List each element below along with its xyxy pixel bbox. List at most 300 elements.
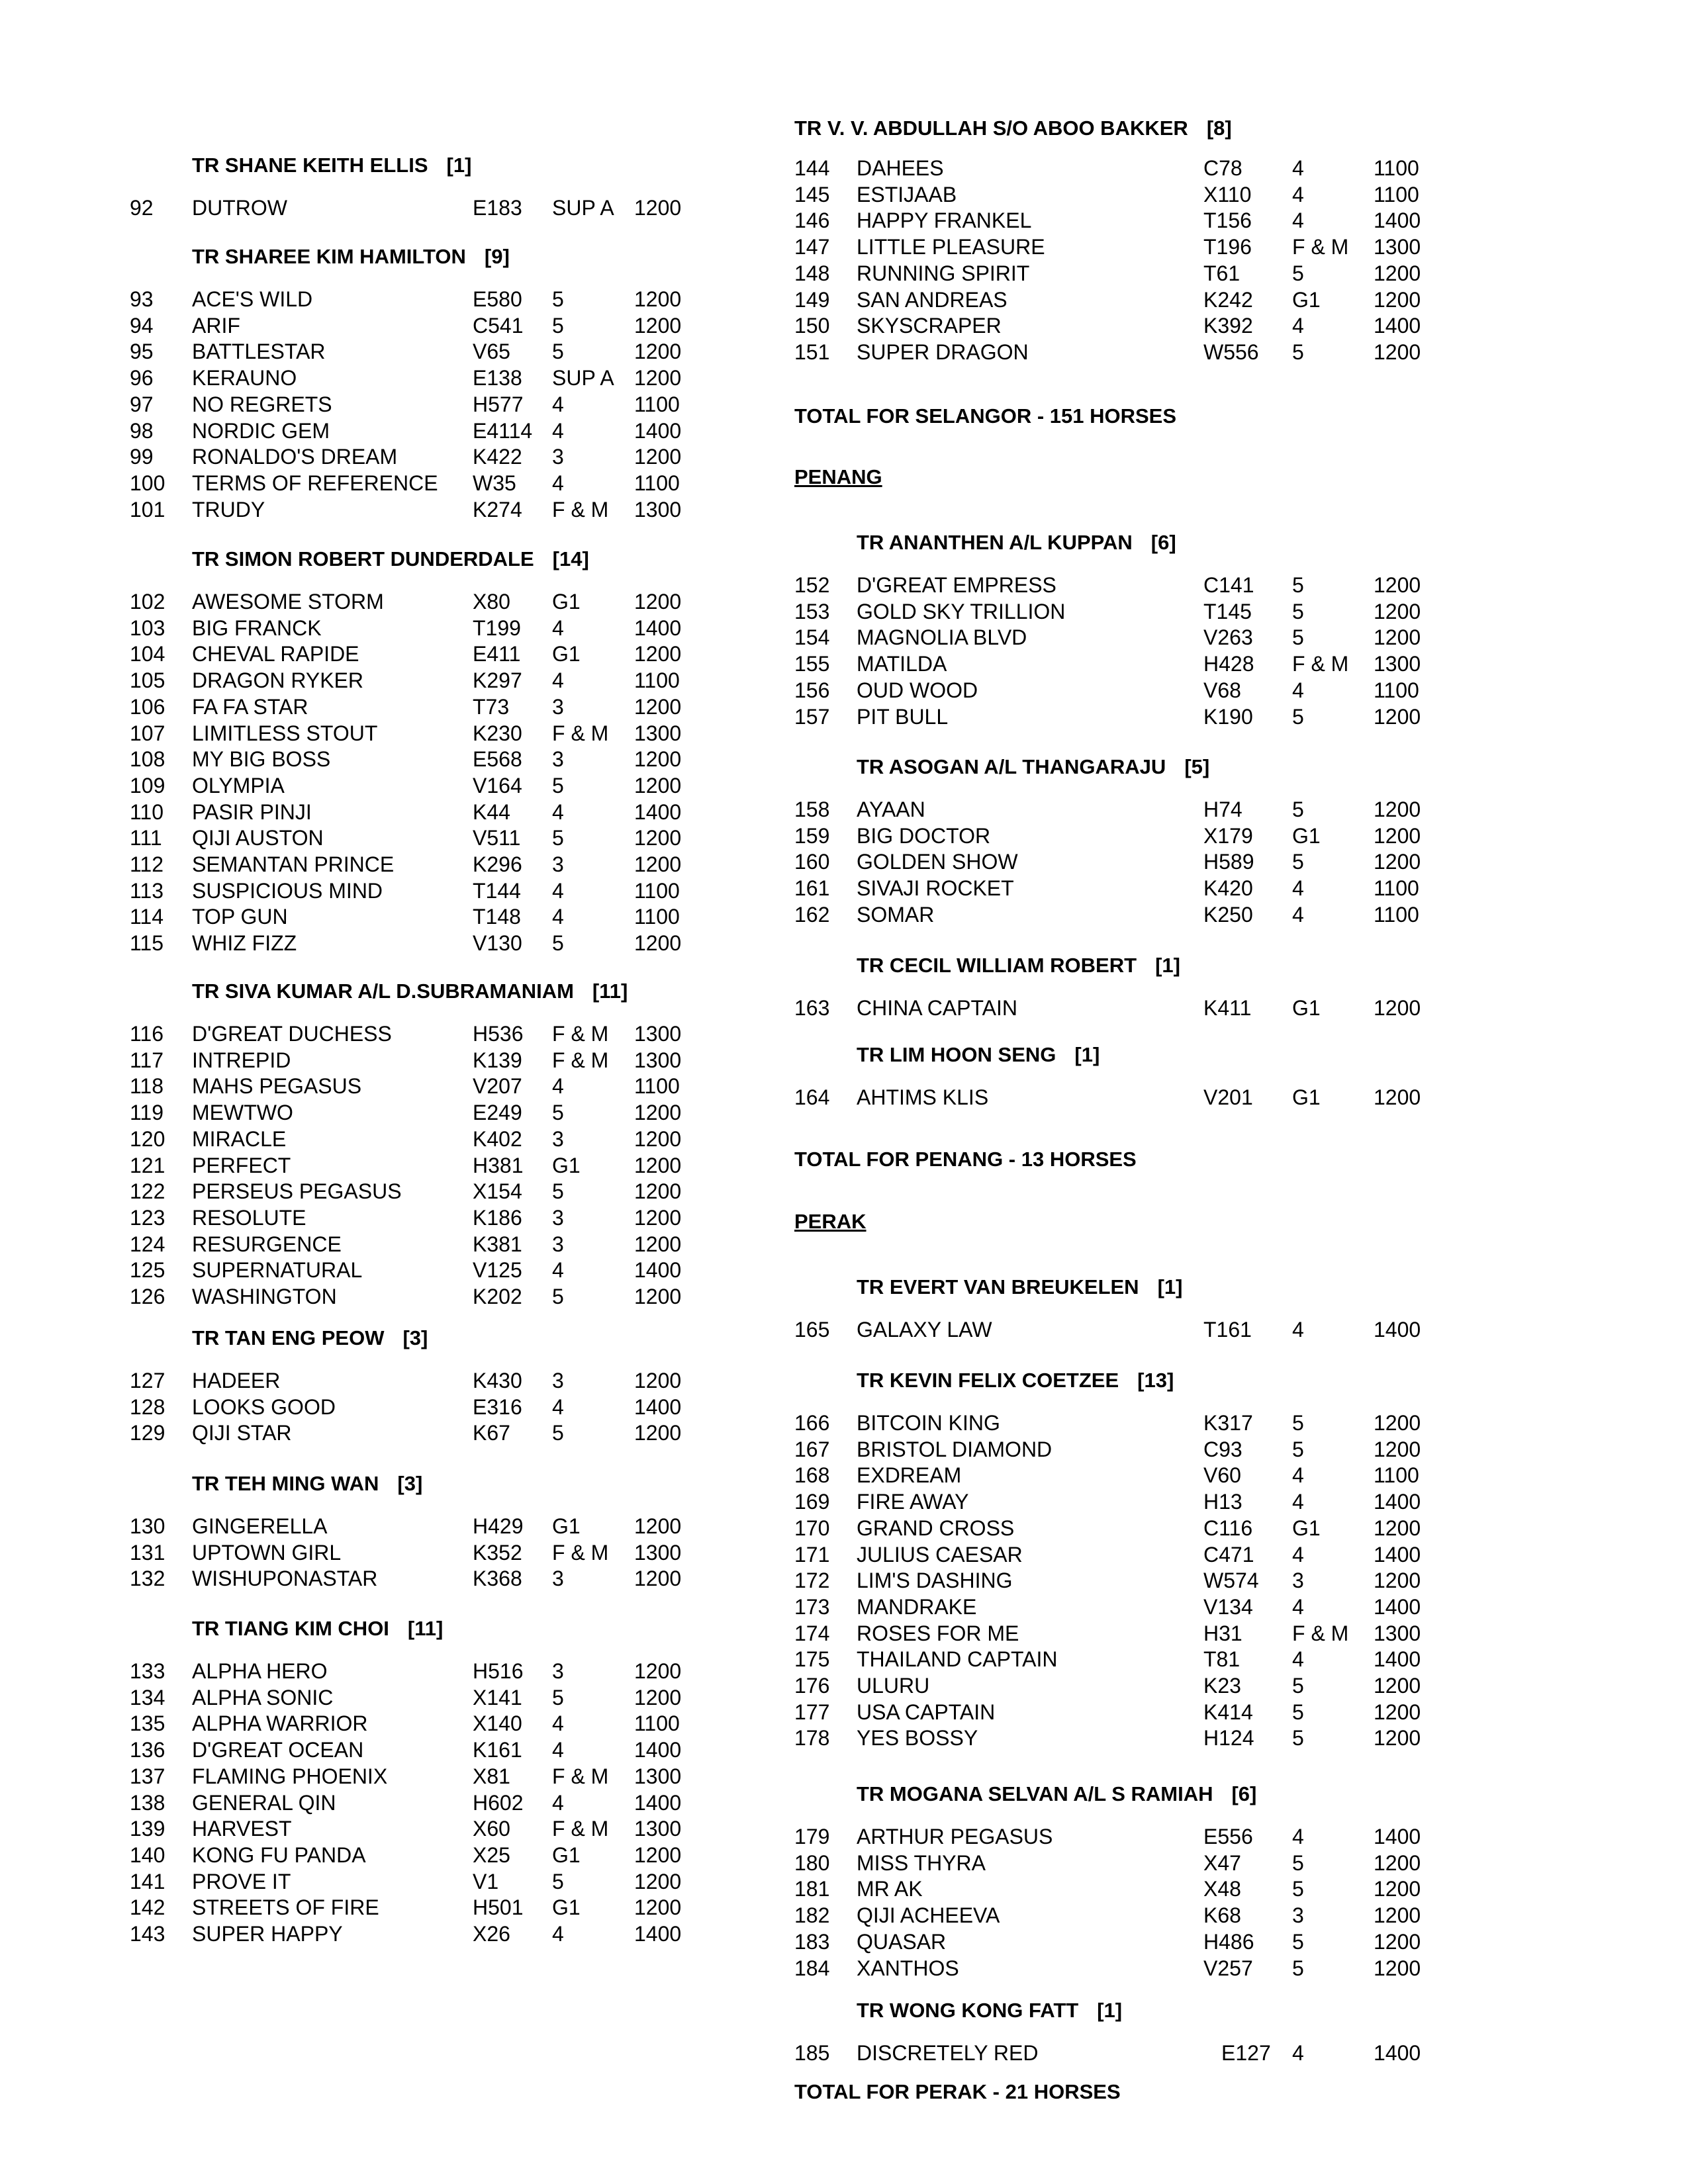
horse-distance: 1400 — [634, 1394, 682, 1419]
horse-class: F & M — [552, 1764, 609, 1788]
horse-number: 151 — [794, 340, 830, 364]
horse-code: W35 — [473, 471, 516, 495]
horse-class: G1 — [552, 1514, 581, 1538]
horse-name: MISS THYRA — [857, 1850, 986, 1875]
horse-number: 115 — [130, 931, 164, 956]
horse-class: 4 — [552, 392, 564, 416]
horse-number: 116 — [130, 1022, 164, 1046]
horse-number: 118 — [130, 1074, 164, 1099]
horse-number: 107 — [130, 721, 165, 745]
horse-number: 130 — [130, 1514, 165, 1538]
horse-code: H74 — [1203, 797, 1243, 821]
horse-class: 4 — [1292, 876, 1304, 901]
horse-distance: 1400 — [1374, 1825, 1421, 1848]
horse-number: 141 — [130, 1869, 165, 1893]
horse-name: SUSPICIOUS MIND — [192, 878, 383, 903]
horse-code: K67 — [473, 1421, 510, 1445]
horse-class: G1 — [552, 1895, 581, 1920]
horse-distance: 1400 — [1374, 1318, 1421, 1342]
horse-distance: 1200 — [634, 340, 682, 364]
horse-name: ROSES FOR ME — [857, 1621, 1019, 1645]
horse-number: 165 — [794, 1318, 830, 1342]
horse-distance: 1200 — [634, 931, 682, 956]
horse-number: 162 — [794, 902, 830, 927]
horse-number: 133 — [130, 1659, 165, 1683]
horse-code: T144 — [473, 878, 521, 903]
horse-distance: 1200 — [1374, 996, 1421, 1020]
horse-code: C471 — [1203, 1542, 1254, 1567]
horse-code: T145 — [1203, 599, 1252, 623]
horse-distance: 1400 — [1374, 1594, 1421, 1619]
trainer-heading — [857, 1782, 1256, 1806]
horse-code: V201 — [1203, 1085, 1253, 1109]
horse-code: V130 — [473, 931, 522, 956]
horse-name: XANTHOS — [857, 1956, 959, 1980]
horse-name: OLYMPIA — [192, 773, 285, 797]
trainer-name: TR ASOGAN A/L THANGARAJU — [857, 755, 1166, 778]
horse-distance: 1200 — [634, 852, 682, 876]
horse-number: 123 — [130, 1205, 165, 1230]
horse-number: 183 — [794, 1929, 830, 1954]
horse-class: F & M — [552, 721, 609, 745]
horse-number: 140 — [130, 1843, 165, 1867]
horse-class: 5 — [552, 826, 564, 850]
horse-number: 168 — [794, 1463, 830, 1488]
horse-code: C93 — [1203, 1437, 1243, 1461]
horse-distance: 1100 — [634, 905, 680, 929]
horse-number: 180 — [794, 1850, 830, 1875]
horse-code: V134 — [1203, 1594, 1253, 1619]
horse-number: 131 — [130, 1540, 165, 1565]
horse-code: X25 — [473, 1843, 510, 1867]
horse-number: 158 — [794, 797, 830, 821]
trainer-horse-count: [3] — [397, 1472, 423, 1495]
horse-distance: 1400 — [1374, 1490, 1421, 1514]
horse-code: H486 — [1203, 1929, 1254, 1954]
horse-name: MAHS PEGASUS — [192, 1074, 362, 1099]
horse-number: 139 — [130, 1817, 165, 1841]
region-perak: PERAK — [794, 1210, 867, 1233]
horse-name: GOLDEN SHOW — [857, 850, 1018, 874]
horse-code: K422 — [473, 445, 522, 469]
horse-class: 5 — [552, 773, 564, 797]
horse-name: NO REGRETS — [192, 392, 332, 416]
horse-name: LIM'S DASHING — [857, 1569, 1013, 1593]
horse-number: 164 — [794, 1085, 830, 1109]
horse-distance: 1400 — [1374, 1647, 1421, 1672]
trainer-name: TR SHANE KEITH ELLIS — [192, 154, 428, 177]
horse-class: 5 — [1292, 1726, 1304, 1751]
horse-name: WHIZ FIZZ — [192, 931, 297, 956]
horse-distance: 1200 — [1374, 1411, 1421, 1435]
horse-distance: 1200 — [1374, 1903, 1421, 1928]
horse-name: SIVAJI ROCKET — [857, 876, 1014, 901]
trainer-heading — [192, 1617, 443, 1641]
horse-class: SUP A — [552, 366, 614, 390]
horse-name: WASHINGTON — [192, 1285, 337, 1308]
horse-distance: 1200 — [634, 642, 682, 666]
horse-code: K242 — [1203, 287, 1253, 312]
horse-name: QIJI AUSTON — [192, 826, 324, 850]
horse-number: 175 — [794, 1647, 830, 1672]
horse-class: 5 — [1292, 599, 1304, 623]
horse-number: 119 — [130, 1101, 164, 1125]
horse-distance: 1200 — [634, 1659, 682, 1683]
horse-class: 5 — [1292, 573, 1304, 597]
horse-name: ULURU — [857, 1674, 930, 1698]
horse-distance: 1300 — [634, 1817, 682, 1841]
horse-number: 157 — [794, 704, 830, 729]
horse-number: 97 — [130, 392, 154, 416]
horse-number: 94 — [130, 313, 154, 338]
horse-distance: 1200 — [634, 1895, 682, 1920]
trainer-horse-count: [14] — [552, 547, 589, 570]
horse-class: SUP A — [552, 196, 614, 220]
horse-class: 5 — [552, 313, 564, 338]
horse-code: H428 — [1203, 652, 1254, 676]
horse-distance: 1200 — [634, 1567, 682, 1591]
horse-distance: 1300 — [634, 1048, 682, 1072]
horse-code: K414 — [1203, 1700, 1253, 1724]
horse-name: DUTROW — [192, 196, 287, 220]
horse-number: 159 — [794, 823, 830, 848]
trainer-horse-count: [11] — [592, 979, 628, 1003]
horse-class: 5 — [1292, 261, 1304, 285]
horse-class: 5 — [1292, 1674, 1304, 1698]
horse-class: 3 — [552, 747, 564, 772]
horse-code: V257 — [1203, 1956, 1253, 1980]
horse-distance: 1400 — [1374, 314, 1421, 338]
horse-code: V164 — [473, 773, 522, 797]
horse-distance: 1400 — [634, 1922, 682, 1946]
horse-code: W574 — [1203, 1569, 1259, 1593]
horse-code: T156 — [1203, 208, 1252, 233]
trainer-name: TR MOGANA SELVAN A/L S RAMIAH — [857, 1782, 1213, 1805]
horse-name: ALPHA SONIC — [192, 1685, 334, 1709]
horse-number: 178 — [794, 1726, 830, 1751]
horse-distance: 1100 — [1374, 902, 1419, 927]
horse-distance: 1200 — [1374, 287, 1421, 312]
horse-distance: 1200 — [1374, 704, 1421, 729]
horse-class: F & M — [1292, 235, 1349, 259]
horse-class: 3 — [552, 1567, 564, 1591]
horse-code: T81 — [1203, 1647, 1241, 1672]
horse-name: USA CAPTAIN — [857, 1700, 996, 1724]
horse-distance: 1200 — [1374, 823, 1421, 848]
horse-number: 135 — [130, 1711, 165, 1736]
horse-name: AHTIMS KLIS — [857, 1085, 989, 1109]
horse-code: H536 — [473, 1022, 524, 1046]
horse-number: 104 — [130, 642, 165, 666]
horse-number: 177 — [794, 1700, 830, 1724]
horse-name: JULIUS CAESAR — [857, 1542, 1023, 1567]
horse-distance: 1300 — [1374, 1621, 1421, 1645]
horse-name: MEWTWO — [192, 1101, 293, 1125]
horse-number: 111 — [130, 826, 162, 850]
trainer-name: TR KEVIN FELIX COETZEE — [857, 1369, 1119, 1392]
horse-code: X140 — [473, 1711, 522, 1736]
horse-distance: 1200 — [1374, 1437, 1421, 1461]
horse-distance: 1300 — [634, 1022, 682, 1046]
horse-name: ALPHA HERO — [192, 1659, 328, 1683]
horse-distance: 1400 — [634, 1738, 682, 1762]
horse-name: EXDREAM — [857, 1463, 962, 1488]
trainer-heading — [857, 954, 1180, 978]
horse-distance: 1200 — [634, 1153, 682, 1177]
horse-distance: 1200 — [634, 590, 682, 614]
horse-class: 5 — [552, 1179, 564, 1204]
horse-name: ACE'S WILD — [192, 287, 313, 311]
horse-number: 95 — [130, 340, 154, 364]
horse-distance: 1200 — [1374, 1726, 1421, 1751]
horse-distance: 1200 — [634, 694, 682, 719]
horse-code: K297 — [473, 668, 522, 693]
trainer-horse-count: [1] — [446, 154, 472, 177]
horse-code: E183 — [473, 196, 522, 220]
horse-class: 3 — [1292, 1569, 1304, 1593]
horse-name: HARVEST — [192, 1817, 292, 1841]
horse-name: TRUDY — [192, 497, 265, 522]
horse-distance: 1300 — [634, 1764, 682, 1788]
horse-class: 3 — [552, 1232, 564, 1256]
horse-code: K230 — [473, 721, 522, 745]
horse-number: 171 — [794, 1542, 830, 1567]
horse-class: F & M — [1292, 652, 1349, 676]
horse-number: 125 — [130, 1258, 165, 1283]
horse-name: QUASAR — [857, 1929, 947, 1954]
horse-name: ESTIJAAB — [857, 182, 957, 206]
horse-class: 4 — [1292, 1594, 1304, 1619]
horse-code: X110 — [1203, 182, 1252, 206]
horse-distance: 1200 — [634, 1421, 682, 1445]
horse-code: K186 — [473, 1205, 522, 1230]
horse-code: E4114 — [473, 418, 533, 443]
region-penang: PENANG — [794, 465, 882, 488]
horse-number: 120 — [130, 1126, 165, 1151]
trainer-heading — [192, 1326, 428, 1350]
horse-name: MANDRAKE — [857, 1594, 977, 1619]
horse-number: 170 — [794, 1516, 830, 1540]
horse-code: H429 — [473, 1514, 524, 1538]
horse-name: SEMANTAN PRINCE — [192, 852, 395, 876]
horse-distance: 1100 — [1374, 1463, 1419, 1488]
horse-number: 112 — [130, 852, 164, 876]
horse-distance: 1100 — [634, 392, 680, 416]
horse-class: 3 — [552, 1126, 564, 1151]
horse-class: 5 — [552, 1421, 564, 1445]
horse-name: DRAGON RYKER — [192, 668, 364, 693]
horse-name: SAN ANDREAS — [857, 287, 1008, 312]
horse-class: 5 — [1292, 1411, 1304, 1435]
horse-code: K190 — [1203, 704, 1253, 729]
horse-name: UPTOWN GIRL — [192, 1540, 342, 1565]
horse-class: 5 — [1292, 1877, 1304, 1901]
horse-number: 185 — [794, 2041, 830, 2065]
horse-distance: 1200 — [1374, 1877, 1421, 1901]
horse-distance: 1400 — [634, 615, 682, 640]
horse-name: DAHEES — [857, 156, 944, 180]
horse-name: LOOKS GOOD — [192, 1394, 336, 1419]
horse-class: 4 — [1292, 182, 1304, 206]
horse-distance: 1200 — [634, 1685, 682, 1709]
horse-name: ARTHUR PEGASUS — [857, 1825, 1053, 1848]
horse-number: 166 — [794, 1411, 830, 1435]
horse-code: E138 — [473, 366, 522, 390]
trainer-heading — [192, 245, 510, 269]
horse-number: 153 — [794, 599, 830, 623]
horse-code: K161 — [473, 1738, 522, 1762]
total-penang: TOTAL FOR PENANG - 13 HORSES — [794, 1148, 1137, 1171]
horse-class: 4 — [1292, 2041, 1304, 2065]
horse-number: 147 — [794, 235, 830, 259]
horse-class: F & M — [552, 497, 609, 522]
horse-name: KERAUNO — [192, 366, 297, 390]
horse-distance: 1200 — [634, 287, 682, 311]
horse-distance: 1200 — [634, 1369, 682, 1392]
horse-class: 4 — [552, 905, 564, 929]
horse-class: 5 — [552, 931, 564, 956]
horse-number: 100 — [130, 471, 165, 495]
trainer-heading — [857, 1275, 1182, 1299]
horse-distance: 1400 — [634, 1790, 682, 1815]
horse-distance: 1100 — [634, 1074, 680, 1099]
horse-class: G1 — [552, 642, 581, 666]
horse-distance: 1200 — [1374, 1085, 1421, 1109]
horse-name: MATILDA — [857, 652, 947, 676]
horse-number: 152 — [794, 573, 830, 597]
horse-name: INTREPID — [192, 1048, 291, 1072]
horse-distance: 1200 — [634, 826, 682, 850]
horse-class: 3 — [1292, 1903, 1304, 1928]
horse-number: 132 — [130, 1567, 165, 1591]
horse-distance: 1200 — [634, 1514, 682, 1538]
horse-distance: 1200 — [634, 1843, 682, 1867]
horse-class: 3 — [552, 1205, 564, 1230]
horse-class: 5 — [552, 1869, 564, 1893]
horse-class: 5 — [552, 287, 564, 311]
horse-code: K68 — [1203, 1903, 1241, 1928]
trainer-name: TR TAN ENG PEOW — [192, 1326, 385, 1349]
horse-class: 4 — [552, 1394, 564, 1419]
trainer-name: TR WONG KONG FATT — [857, 1999, 1079, 2022]
horse-class: 5 — [1292, 1437, 1304, 1461]
horse-distance: 1200 — [634, 366, 682, 390]
horse-code: K420 — [1203, 876, 1253, 901]
horse-code: T196 — [1203, 235, 1252, 259]
horse-class: 4 — [1292, 156, 1304, 180]
horse-number: 181 — [794, 1877, 830, 1901]
horse-name: BRISTOL DIAMOND — [857, 1437, 1053, 1461]
horse-code: K352 — [473, 1540, 522, 1565]
horse-class: 5 — [552, 1285, 564, 1308]
horse-name: CHINA CAPTAIN — [857, 996, 1017, 1020]
horse-code: K317 — [1203, 1411, 1253, 1435]
trainer-name: TR EVERT VAN BREUKELEN — [857, 1275, 1139, 1298]
horse-name: BITCOIN KING — [857, 1411, 1000, 1435]
horse-name: HAPPY FRANKEL — [857, 208, 1032, 233]
trainer-heading — [794, 116, 1232, 140]
horse-name: LITTLE PLEASURE — [857, 235, 1045, 259]
horse-name: AYAAN — [857, 797, 925, 821]
horse-code: K23 — [1203, 1674, 1241, 1698]
horse-number: 92 — [130, 196, 154, 220]
horse-code: X26 — [473, 1922, 510, 1946]
horse-code: E316 — [473, 1394, 522, 1419]
horse-code: V207 — [473, 1074, 522, 1099]
horse-number: 109 — [130, 773, 165, 797]
horse-name: D'GREAT OCEAN — [192, 1738, 364, 1762]
horse-name: SOMAR — [857, 902, 935, 927]
horse-code: K368 — [473, 1567, 522, 1591]
horse-code: H602 — [473, 1790, 524, 1815]
trainer-horse-count: [6] — [1231, 1782, 1257, 1805]
horse-class: 4 — [1292, 1463, 1304, 1488]
horse-code: E249 — [473, 1101, 522, 1125]
trainer-horse-count: [11] — [407, 1617, 444, 1640]
trainer-heading — [857, 755, 1209, 779]
trainer-horse-count: [3] — [402, 1326, 428, 1349]
horse-code: V1 — [473, 1869, 499, 1893]
horse-distance: 1400 — [634, 1258, 682, 1283]
trainer-name: TR LIM HOON SENG — [857, 1043, 1056, 1066]
trainer-name: TR SIMON ROBERT DUNDERDALE — [192, 547, 534, 570]
horse-distance: 1200 — [634, 445, 682, 469]
horse-number: 126 — [130, 1285, 165, 1308]
horse-code: X141 — [473, 1685, 522, 1709]
horse-distance: 1100 — [1374, 876, 1419, 901]
horse-number: 160 — [794, 850, 830, 874]
horse-name: CHEVAL RAPIDE — [192, 642, 359, 666]
horse-class: 4 — [552, 668, 564, 693]
horse-name: D'GREAT EMPRESS — [857, 573, 1056, 597]
total-selangor: TOTAL FOR SELANGOR - 151 HORSES — [794, 404, 1177, 428]
horse-number: 174 — [794, 1621, 830, 1645]
horse-number: 98 — [130, 418, 154, 443]
horse-code: C141 — [1203, 573, 1254, 597]
horse-name: GOLD SKY TRILLION — [857, 599, 1066, 623]
horse-name: FIRE AWAY — [857, 1490, 969, 1514]
horse-class: F & M — [552, 1540, 609, 1565]
horse-code: T61 — [1203, 261, 1241, 285]
horse-code: K250 — [1203, 902, 1253, 927]
horse-code: C116 — [1203, 1516, 1253, 1540]
horse-name: THAILAND CAPTAIN — [857, 1647, 1058, 1672]
horse-class: 4 — [552, 1738, 564, 1762]
horse-number: 146 — [794, 208, 830, 233]
horse-code: V65 — [473, 340, 510, 364]
horse-class: F & M — [552, 1817, 609, 1841]
trainer-heading — [192, 154, 471, 177]
horse-class: 4 — [552, 1258, 564, 1283]
horse-class: G1 — [1292, 1085, 1321, 1109]
horse-name: STREETS OF FIRE — [192, 1895, 379, 1920]
horse-class: G1 — [552, 1153, 581, 1177]
horse-class: 4 — [1292, 1647, 1304, 1672]
horse-number: 182 — [794, 1903, 830, 1928]
horse-class: 4 — [552, 1790, 564, 1815]
horse-class: 5 — [1292, 850, 1304, 874]
trainer-heading — [857, 1369, 1174, 1392]
horse-code: T73 — [473, 694, 510, 719]
horse-number: 163 — [794, 996, 830, 1020]
horse-number: 134 — [130, 1685, 165, 1709]
trainer-name: TR TEH MING WAN — [192, 1472, 379, 1495]
horse-number: 184 — [794, 1956, 830, 1980]
horse-class: 3 — [552, 1369, 564, 1392]
horse-name: RESURGENCE — [192, 1232, 342, 1256]
horse-class: 3 — [552, 1659, 564, 1683]
horse-number: 143 — [130, 1922, 165, 1946]
